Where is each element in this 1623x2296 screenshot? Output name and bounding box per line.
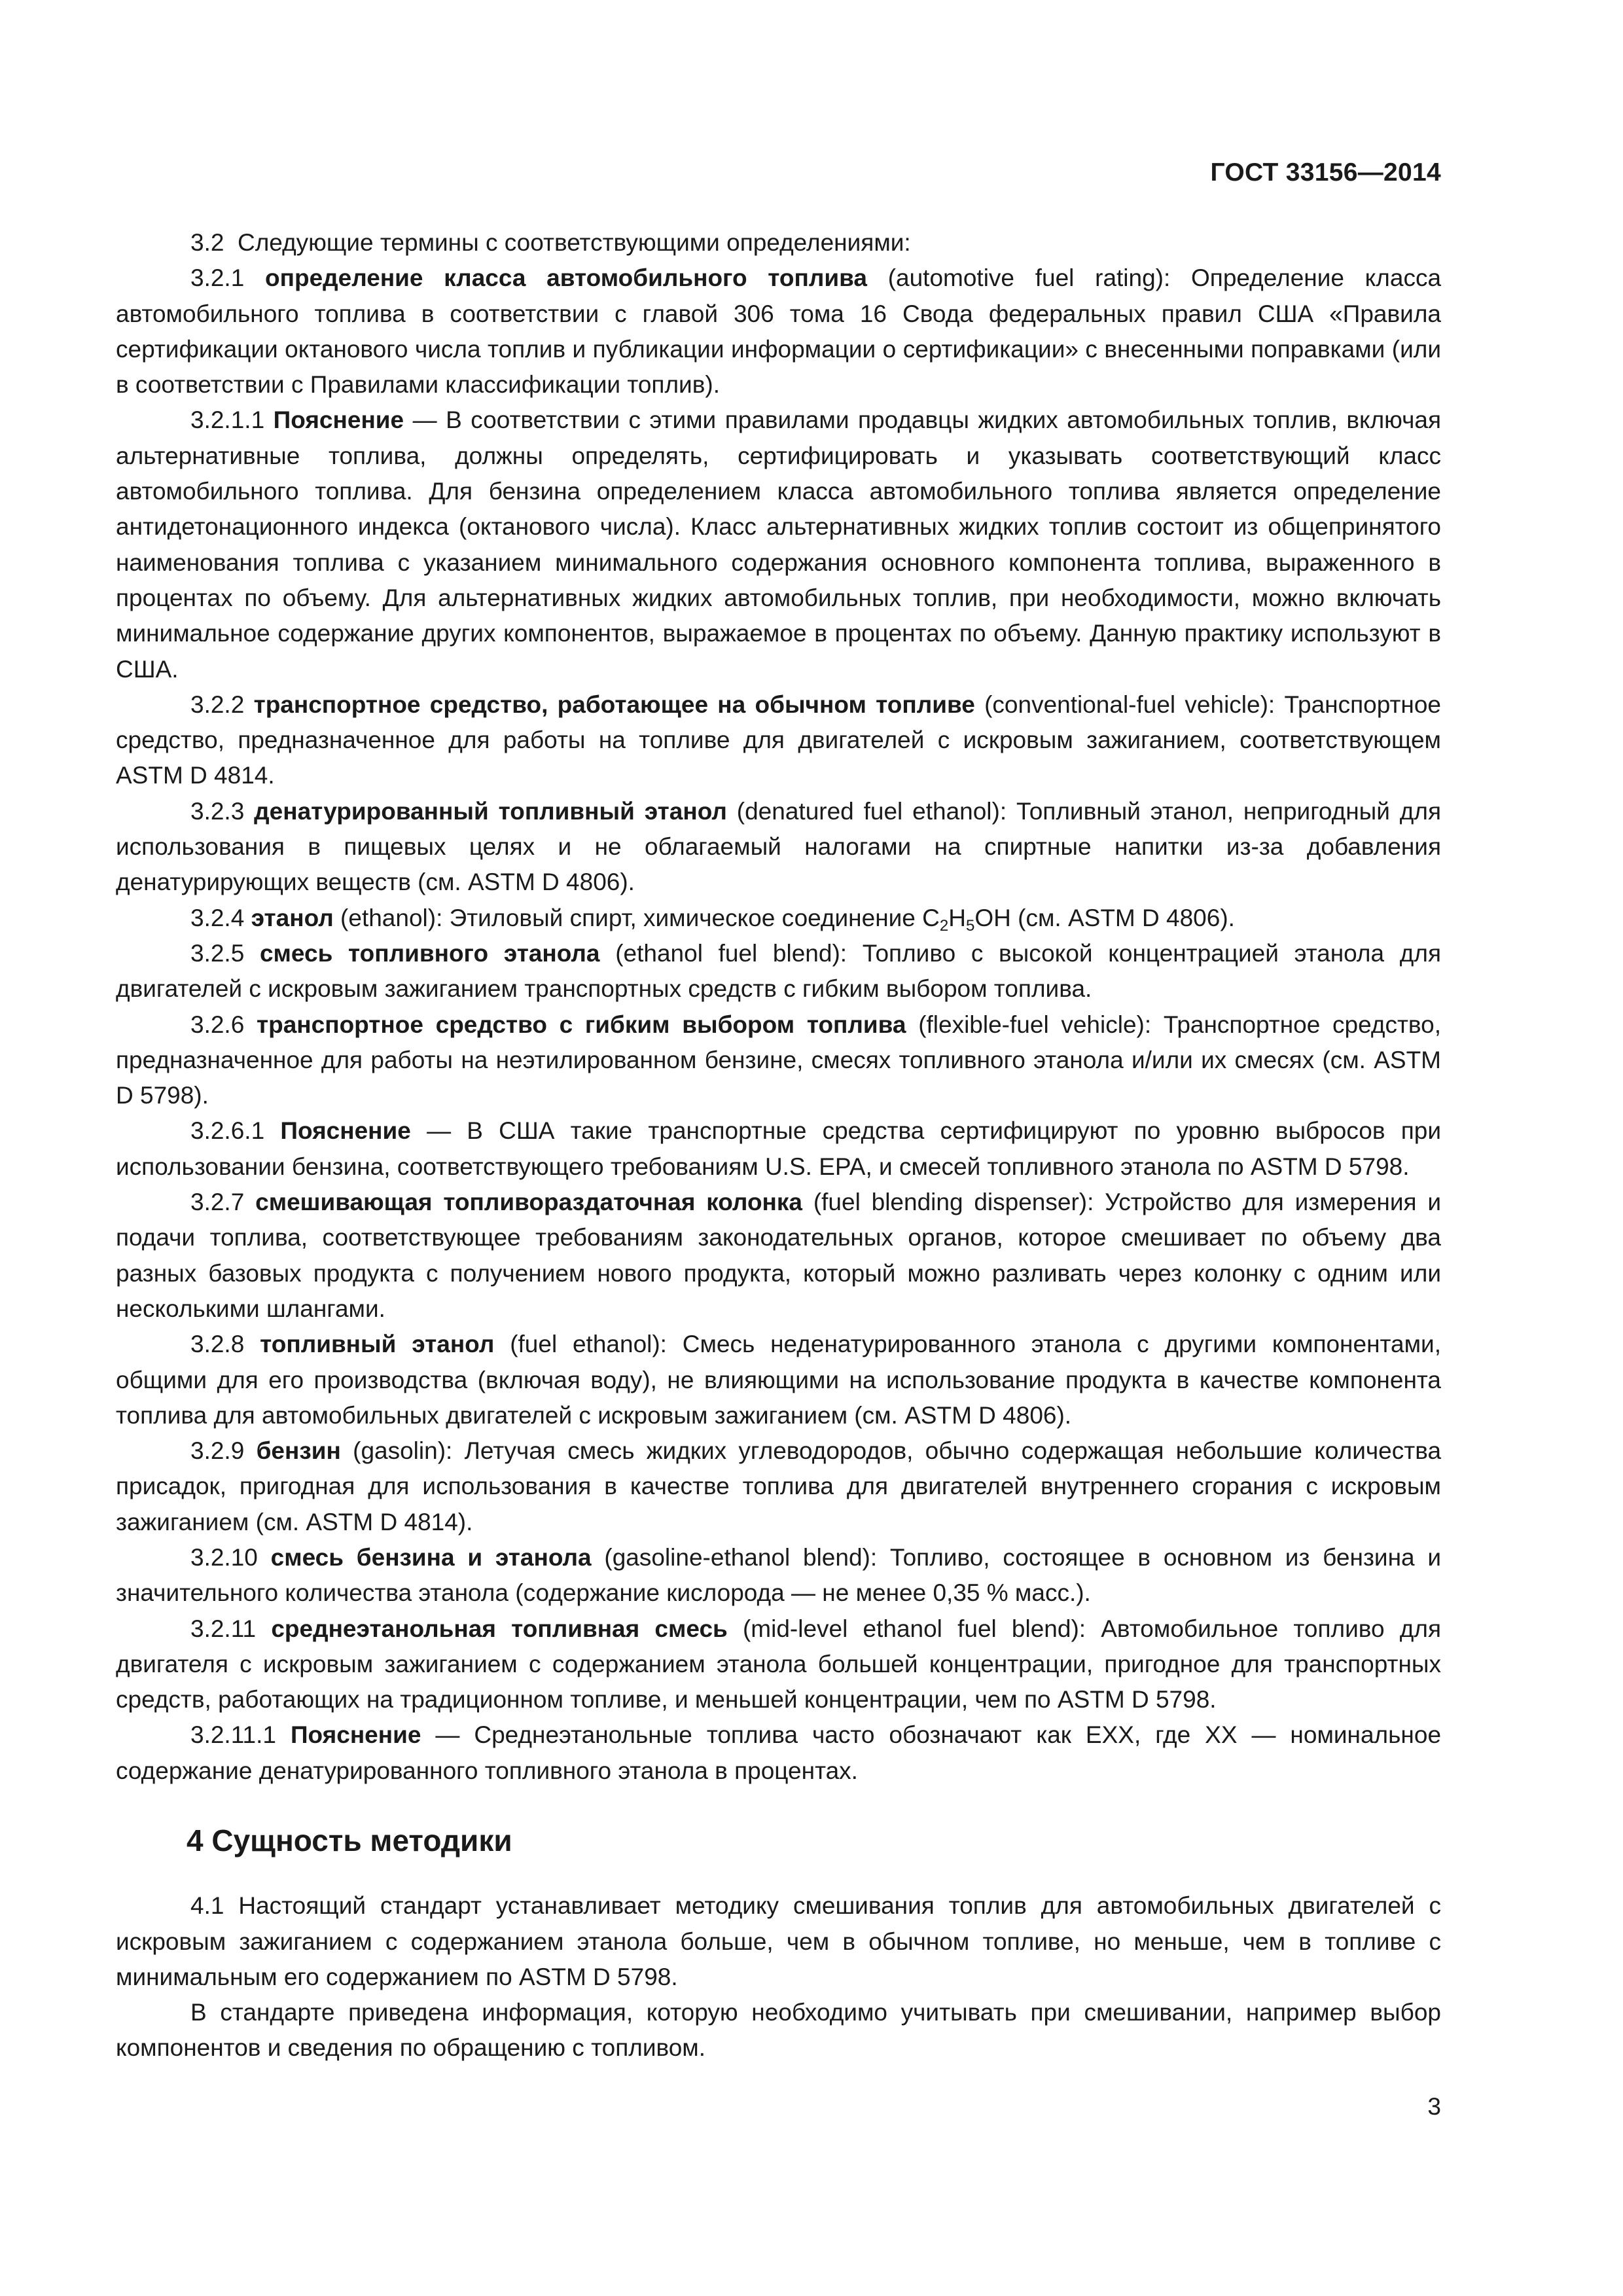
- paragraph-3-2-11-1: [116, 1717, 1441, 1789]
- clause-number: 3.2.11: [190, 1615, 257, 1642]
- clause-number: 3.2.3: [190, 797, 245, 825]
- section-heading: 4 Сущность методики: [187, 1823, 512, 1858]
- term: транспортное средство с гибким выбором топлива: [257, 1011, 906, 1038]
- formula-part: H: [948, 904, 966, 931]
- paragraph-3-2-8: [116, 1327, 1441, 1433]
- paragraph-3-2-1-1: [116, 403, 1441, 687]
- clause-text: (mid-level ethanol fuel blend): Автомобильное топливо для двигателя с искровым зажиганием с содержанием этанола большей концентрации, пригодное для транспортных средств, работающих на традиционном топливе, и меньшей концентрации, чем по ASTM D 5798.: [116, 1615, 1442, 1713]
- term: смешивающая топливораздаточная колонка: [255, 1189, 802, 1216]
- clause-number: 3.2.8: [190, 1331, 245, 1358]
- clause-text: (denatured fuel ethanol): Топливный этанол, непригодный для использования в пищевых целях и не облагаемый налогами на спиртные напитки из-за добавления денатурирующих веществ (см. ASTM D 4806).: [116, 797, 1442, 896]
- clause-text: OH (см. ASTM D 4806).: [974, 904, 1235, 931]
- term: транспортное средство, работающее на обычном топливе: [253, 691, 975, 718]
- clause-text: (flexible-fuel vehicle): Транспортное средство, предназначенное для работы на неэтилированном бензине, смесях топливного этанола и/или их смесях (см. ASTM D 5798).: [116, 1011, 1442, 1109]
- paragraph-3-2-11: [116, 1611, 1441, 1718]
- paragraph-3-2-6-1: [116, 1113, 1441, 1185]
- clause-number: 3.2.7: [190, 1189, 245, 1216]
- clause-text: (ethanol): Этиловый спирт, химическое соединение C: [340, 904, 940, 931]
- term: смесь топливного этанола: [259, 939, 600, 967]
- clause-text: — В США такие транспортные средства сертифицируют по уровню выбросов при использовании бензина, соответствующего требованиям U.S. EPA, и смесей топливного этанола по ASTM D 5798.: [116, 1117, 1442, 1180]
- paragraph-3-2: [116, 225, 1441, 260]
- clause-number: 3.2.5: [190, 939, 245, 967]
- note-label: Пояснение: [290, 1721, 421, 1749]
- term: этанол: [251, 904, 334, 931]
- paragraph-3-2-6: [116, 1007, 1441, 1114]
- clause-text: (ethanol fuel blend): Топливо с высокой концентрацией этанола для двигателей с искровым зажиганием транспортных средств с гибким выбором топлива.: [116, 939, 1441, 1003]
- subscript: 5: [965, 916, 975, 935]
- term: бензин: [256, 1437, 341, 1465]
- clause-number: 3.2.1.1: [190, 406, 265, 434]
- clause-text: (gasolin): Летучая смесь жидких углеводородов, обычно содержащая небольшие количества присадок, пригодная для использования в качестве топлива для двигателей внутреннего сгорания с искровым зажиганием (см. ASTM D 4814).: [116, 1437, 1442, 1535]
- clause-number: 3.2: [190, 229, 224, 256]
- clause-text: (gasoline-ethanol blend): Топливо, состоящее в основном из бензина и значительного количества этанола (содержание кислорода — не менее 0,35 % масс.).: [116, 1543, 1442, 1607]
- clause-number: 3.2.6.1: [190, 1117, 265, 1145]
- term: определение класса автомобильного топлива: [265, 264, 867, 292]
- paragraph-3-2-2: [116, 687, 1441, 794]
- term: смесь бензина и этанола: [270, 1543, 592, 1571]
- paragraph-3-2-4: [116, 901, 1441, 936]
- clause-text: (automotive fuel rating): Определение класса автомобильного топлива в соответствии с главой 306 тома 16 Свода федеральных правил США «Правила сертификации октанового числа топлив и публикации информации о сертификации» с внесенными поправками (или в соответствии с Правилами классификации топлив).: [116, 264, 1442, 399]
- clause-number: 3.2.9: [190, 1437, 245, 1465]
- clause-text: Следующие термины с соответствующими определениями:: [238, 229, 911, 256]
- clause-text: — В соответствии с этими правилами продавцы жидких автомобильных топлив, включая альтернативные топлива, должны определять, сертифицировать и указывать соответствующий класс автомобильного топлива. Для бензина определением класса автомобильного топлива является определение антидетонационного индекса (октанового числа). Класс альтернативных жидких топлив состоит из общепринятого наименования топлива с указанием минимального содержания основного компонента топлива, выраженного в процентах по объему. Для альтернативных жидких автомобильных топлив, при необходимости, можно включать минимальное содержание других компонентов, выражаемое в процентах по объему. Данную практику используют в США.: [116, 406, 1442, 683]
- clause-number: 3.2.4: [190, 904, 245, 931]
- note-label: Пояснение: [273, 406, 404, 434]
- clause-number: 3.2.10: [190, 1543, 258, 1571]
- clause-number: 3.2.1: [190, 264, 245, 292]
- page-number: 3: [1427, 2093, 1441, 2120]
- paragraph-3-2-10: [116, 1540, 1441, 1611]
- paragraph-4-1: 4.1 Настоящий стандарт устанавливает методику смешивания топлив для автомобильных двигателей с искровым зажиганием с содержанием этанола больше, чем в обычном топливе, но меньше, чем в топливе с минимальным его содержанием по ASTM D 5798.: [116, 1892, 1441, 1990]
- paragraph-3-2-1: [116, 260, 1441, 403]
- clause-text: — Среднеэтанольные топлива часто обозначают как EXX, где XX — номинальное содержание денатурированного топливного этанола в процентах.: [116, 1721, 1442, 1784]
- clause-number: 3.2.11.1: [190, 1721, 276, 1749]
- clause-text: (fuel ethanol): Смесь неденатурированного этанола с другими компонентами, общими для его производства (включая воду), не влияющими на использование продукта в качестве компонента топлива для автомобильных двигателей с искровым зажиганием (см. ASTM D 4806).: [116, 1331, 1441, 1429]
- paragraph-3-2-9: [116, 1433, 1441, 1540]
- paragraph-3-2-3: [116, 794, 1441, 901]
- subscript: 2: [939, 916, 949, 935]
- paragraph-3-2-5: [116, 936, 1441, 1007]
- term: денатурированный топливный этанол: [254, 797, 727, 825]
- paragraph-4-1-continued: В стандарте приведена информация, которую необходимо учитывать при смешивании, например выбор компонентов и сведения по обращению с топливом.: [116, 1999, 1441, 2062]
- term: топливный этанол: [260, 1331, 495, 1358]
- clause-number: 3.2.2: [190, 691, 245, 718]
- term: среднеэтанольная топливная смесь: [271, 1615, 728, 1642]
- clause-text: (conventional-fuel vehicle): Транспортное средство, предназначенное для работы на топливе для двигателей с искровым зажиганием, соответствующем ASTM D 4814.: [116, 691, 1441, 789]
- clause-number: 3.2.6: [190, 1011, 245, 1038]
- document-body: [116, 225, 1441, 2066]
- paragraph-3-2-7: [116, 1185, 1441, 1327]
- clause-text: (fuel blending dispenser): Устройство для измерения и подачи топлива, соответствующее требованиям законодательных органов, которое смешивает по объему два разных базовых продукта с получением нового продукта, который можно разливать через колонку с одним или несколькими шлангами.: [116, 1189, 1442, 1322]
- note-label: Пояснение: [280, 1117, 411, 1145]
- standard-header: ГОСТ 33156—2014: [1210, 158, 1441, 187]
